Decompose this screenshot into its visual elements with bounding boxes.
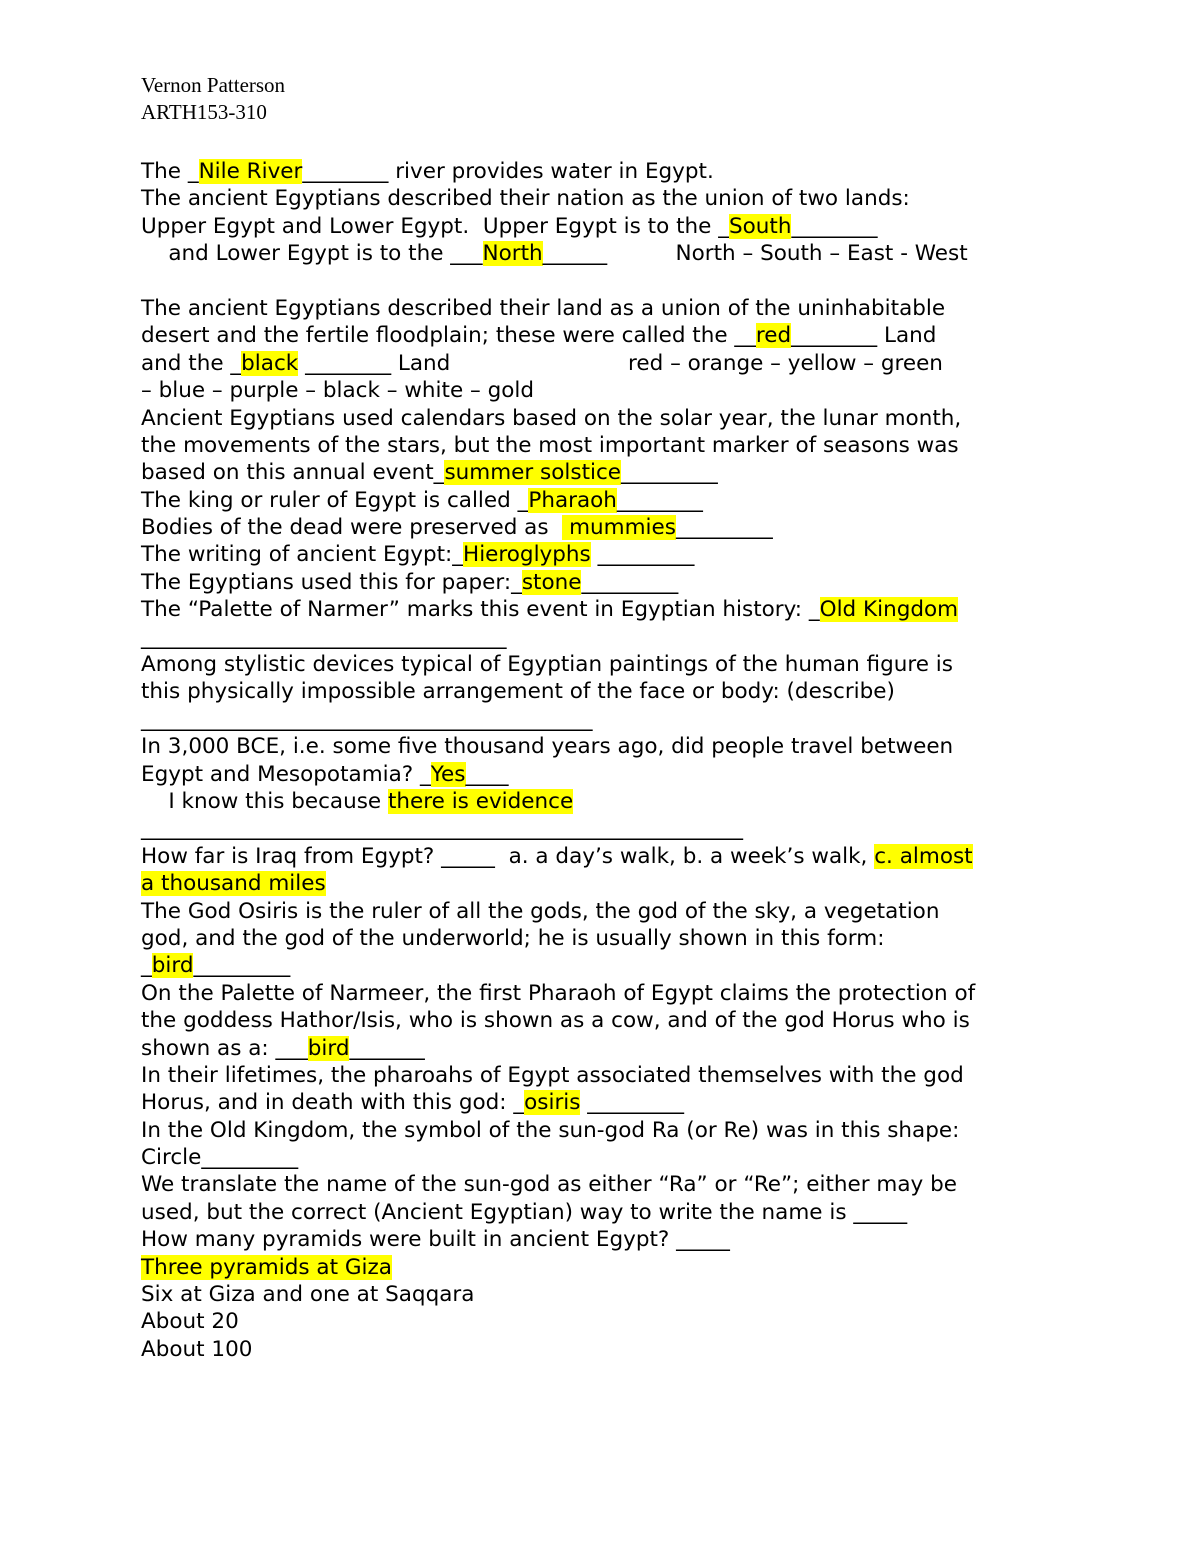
worksheet-line (141, 405, 1071, 432)
worksheet-line (141, 1171, 1071, 1198)
worksheet-line (141, 1089, 1071, 1116)
worksheet-line (141, 1336, 1071, 1363)
highlighted-answer: Nile River (198, 159, 303, 184)
worksheet-line (141, 432, 1071, 459)
highlighted-answer: c. almost (874, 843, 973, 869)
worksheet-line (141, 870, 1071, 897)
worksheet-line (141, 898, 1071, 925)
line-text: About 20 (141, 1309, 239, 1335)
worksheet-line (141, 1144, 1071, 1171)
highlighted-answer: bird (151, 953, 194, 979)
line-text: On the Palette of Narmeer, the first Pharaoh of Egypt claims the protection of (141, 980, 976, 1006)
worksheet-line (141, 322, 1071, 349)
highlighted-answer: Old Kingdom (819, 597, 959, 623)
worksheet-line (141, 514, 1071, 541)
highlighted-answer: Yes (430, 761, 466, 787)
highlighted-answer: summer solstice (444, 460, 622, 486)
line-text: Horus, and in death with this god: _ (141, 1090, 525, 1116)
line-text: Bodies of the dead were preserved as (141, 515, 563, 541)
line-text: Ancient Egyptians used calendars based on the solar year, the lunar month, (141, 405, 962, 431)
worksheet-line (141, 213, 1071, 240)
worksheet-line (141, 1007, 1071, 1034)
line-text: The God Osiris is the ruler of all the gods, the god of the sky, a vegetation (141, 898, 940, 924)
line-text: the goddess Hathor/Isis, who is shown as a cow, and of the god Horus who is (141, 1008, 970, 1034)
blank-line (141, 268, 1071, 295)
line-text: In 3,000 BCE, i.e. some five thousand years ago, did people travel between (141, 734, 954, 760)
line-text: used, but the correct (Ancient Egyptian) way to write the name is _____ (141, 1199, 908, 1225)
line-text: Circle_________ (141, 1145, 299, 1171)
line-text: __________________________________________ (141, 706, 593, 732)
line-text: – blue – purple – black – white – gold (141, 378, 535, 404)
line-text: In the Old Kingdom, the symbol of the sun-god Ra (or Re) was in this shape: (141, 1117, 960, 1143)
worksheet-line (141, 158, 1071, 185)
worksheet-line (141, 980, 1071, 1007)
line-text: Upper Egypt and Lower Egypt. Upper Egypt is to the _ (141, 213, 729, 239)
worksheet-line (141, 350, 1071, 377)
highlighted-answer: Pharaoh (528, 487, 617, 513)
worksheet-line (141, 761, 1071, 788)
highlighted-answer: black (241, 350, 299, 376)
line-text: _ (141, 953, 152, 979)
highlighted-answer: Hieroglyphs (463, 542, 591, 568)
line-text: ________ river provides water in Egypt. (302, 159, 714, 184)
line-text: the movements of the stars, but the most important marker of seasons was (141, 432, 959, 458)
highlighted-answer: stone (521, 569, 582, 595)
highlighted-answer: red (755, 323, 792, 349)
worksheet-line (141, 1254, 1071, 1281)
worksheet-line (141, 952, 1071, 979)
line-text: _________ (193, 953, 291, 979)
line-text: _________ (581, 569, 679, 595)
line-text: ____ (465, 761, 509, 787)
worksheet-line (141, 788, 1071, 815)
line-text: and Lower Egypt is to the ___ (141, 241, 483, 267)
line-text: Egypt and Mesopotamia? _ (141, 761, 431, 787)
worksheet-line (141, 1226, 1071, 1253)
worksheet-line (141, 678, 1071, 705)
highlighted-answer: mummies (562, 515, 676, 541)
worksheet-line (141, 1117, 1071, 1144)
line-text: Among stylistic devices typical of Egyptian paintings of the human figure is (141, 652, 953, 678)
line-text: ________ Land red – orange – yellow – green (298, 350, 943, 376)
worksheet-line (141, 1281, 1071, 1308)
line-text: How many pyramids were built in ancient Egypt? _____ (141, 1227, 730, 1253)
line-text: We translate the name of the sun-god as either “Ra” or “Re”; either may be (141, 1172, 957, 1198)
line-text: The writing of ancient Egypt:_ (141, 542, 464, 568)
worksheet-line (141, 925, 1071, 952)
worksheet-line (141, 541, 1071, 568)
highlighted-answer: Three pyramids at Giza (141, 1254, 392, 1280)
line-text: __________________________________ (141, 624, 507, 650)
line-text: shown as a: ___ (141, 1035, 308, 1061)
worksheet-line (141, 377, 1071, 404)
line-text: The “Palette of Narmer” marks this event in Egyptian history: _ (141, 597, 820, 623)
worksheet-line (141, 1308, 1071, 1335)
line-text: _________ (621, 460, 718, 486)
student-name: Vernon Patterson (141, 73, 286, 97)
line-text: _________ (590, 542, 695, 568)
worksheet-line (141, 185, 1071, 212)
line-text: The Egyptians used this for paper:_ (141, 569, 522, 595)
worksheet-body (141, 158, 1071, 1363)
line-text: desert and the fertile floodplain; these were called the __ (141, 323, 756, 349)
highlighted-answer: osiris (524, 1090, 581, 1116)
line-text: I know this because (141, 788, 388, 814)
line-text: The ancient Egyptians described their nation as the union of two lands: (141, 186, 910, 212)
worksheet-line (141, 295, 1071, 322)
line-text: and the _ (141, 350, 242, 376)
worksheet-line (141, 733, 1071, 760)
line-text: this physically impossible arrangement of the face or body: (describe) (141, 679, 895, 705)
worksheet-line (141, 815, 1071, 842)
line-text: ________________________________________________________ (141, 816, 743, 842)
worksheet-line (141, 624, 1071, 651)
worksheet-line (141, 240, 1071, 267)
line-text: based on this annual event_ (141, 460, 445, 486)
line-text: ________ (616, 487, 703, 513)
worksheet-line (141, 1199, 1071, 1226)
worksheet-line (141, 706, 1071, 733)
worksheet-line (141, 487, 1071, 514)
highlighted-answer: North (482, 241, 543, 267)
highlighted-answer: bird (307, 1035, 350, 1061)
line-text: _________ (675, 515, 773, 541)
highlighted-answer: a thousand miles (141, 871, 326, 897)
document-header (141, 72, 285, 126)
line-text: god, and the god of the underworld; he is usually shown in this form: (141, 925, 885, 951)
worksheet-line (141, 596, 1071, 623)
worksheet-line (141, 1035, 1071, 1062)
worksheet-line (141, 1062, 1071, 1089)
line-text: ______ North – South – East - West (542, 241, 968, 267)
highlighted-answer: South (728, 213, 792, 239)
worksheet-line (141, 651, 1071, 678)
line-text: How far is Iraq from Egypt? _____ a. a day’s walk, b. a week’s walk, (141, 843, 875, 869)
line-text: In their lifetimes, the pharoahs of Egypt associated themselves with the god (141, 1062, 964, 1088)
line-text: Six at Giza and one at Saqqara (141, 1282, 475, 1308)
line-text: _______ (349, 1035, 425, 1061)
highlighted-answer: there is evidence (388, 788, 574, 814)
line-text: The king or ruler of Egypt is called _ (141, 487, 529, 513)
worksheet-line (141, 843, 1071, 870)
line-text: ________ Land (791, 323, 937, 349)
line-text: The ancient Egyptians described their land as a union of the uninhabitable (141, 295, 946, 321)
worksheet-line (141, 459, 1071, 486)
course-code: ARTH153-310 (141, 100, 267, 124)
line-text: _________ (580, 1090, 685, 1116)
line-text: ________ (791, 213, 878, 239)
line-text: The _ (141, 159, 199, 184)
worksheet-line (141, 569, 1071, 596)
line-text: About 100 (141, 1336, 253, 1362)
